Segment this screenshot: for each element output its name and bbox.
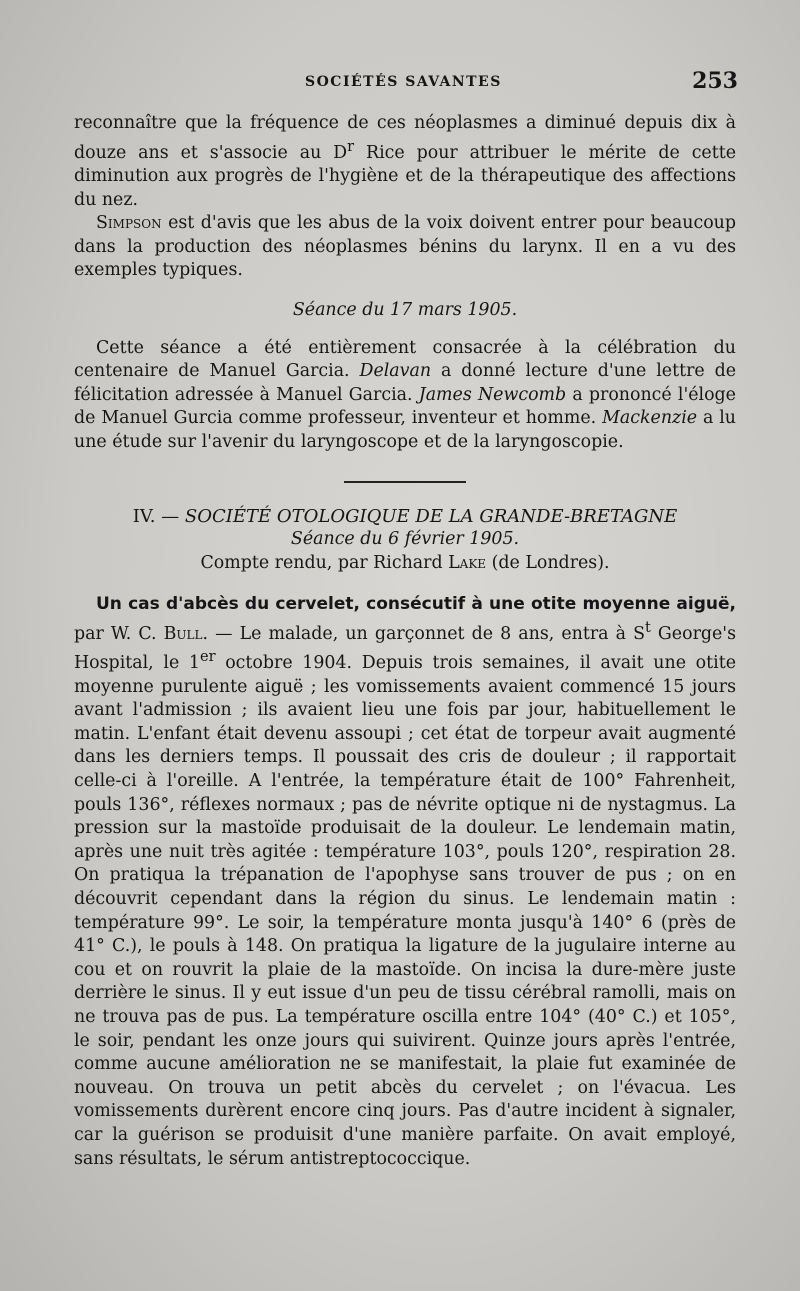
paragraph-garcia: Cette séance a été entièrement consacrée à la célébration du centenaire de Manuel Garcia. Delavan a donné lecture d'une lettre de félicitation adressée à Manuel Garcia. James Newcomb a prononcé l'éloge de Manuel Gurcia comme professeur, inventeur et homme. Mackenzie a lu une étude sur l'avenir du laryngoscope et de la laryngoscopie. xyxy=(74,337,737,452)
running-title: SOCIÉTÉS SAVANTES xyxy=(305,74,502,90)
section-title: IV. — SOCIÉTÉ OTOLOGIQUE DE LA GRANDE-BRETAGNE xyxy=(132,505,678,527)
speaker-name: James Newcomb xyxy=(418,384,567,405)
speaker-name: Mackenzie xyxy=(602,408,698,429)
section-session: Séance du 6 février 1905. xyxy=(290,529,520,550)
session-heading: Séance du 17 mars 1905. xyxy=(292,299,518,320)
section-divider xyxy=(344,481,466,483)
page-header xyxy=(80,68,738,98)
report-credit: Compte rendu, par Richard Lake (de Londres). xyxy=(200,552,610,573)
article-author: Bull xyxy=(163,623,203,644)
article-paragraph: Un cas d'abcès du cervelet, consécutif à une otite moyenne aiguë, par W. C. Bull. — Le malade, un garçonnet de 8 ans, entra à $S^t$ George's Hospital, le 1er octobre 1904. Depuis trois semaines, il avait une otite moyenne purulente aiguë ; les vomissements avaient commencé 15 jours avant l'admission ; ils avaient lieu une fois par jour, habituellement le matin. L'enfant était devenu assoupi ; cet état de torpeur avait augmenté dans les derniers temps. Il poussait des cris de douleur ; il rapportait celle-ci à l'oreille. A l'entrée, la température était de 100° Fahrenheit, pouls 136°, réflexes normaux ; pas de névrite optique ni de nystagmus. La pression sur la mastoïde produisait de la douleur. Le lendemain matin, après une nuit très agitée : température 103°, pouls 120°, respiration 28. On pratiqua la trépanation de l'apophyse sans trouver de pus ; on en découvrit cependant dans la région du sinus. Le lendemain matin : température 99°. Le soir, la température monta jusqu'à 140° 6 (près de 41° C.), le pouls à 148. On pratiqua la ligature de la jugulaire interne au cou et on rouvrit la plaie de la mastoïde. On incisa la dure-mère juste derrière le sinus. Il y eut issue d'un peu de tissu cérébral ramolli, mais on ne trouva pas de pus. La température oscilla entre 104° (40° C.) et 105°, le soir, pendant les onze jours qui suivirent. Quinze jours après l'entrée, comme aucune amélioration ne se manifestait, la plaie fut examinée de nouveau. On trouva un petit abcès du cervelet ; on l'évacua. Les vomissements durèrent encore cinq jours. Pas d'autre incident à signaler, car la guérison se produisit d'une manière parfaite. On avait employé, sans résultats, le sérum antistreptococcique. xyxy=(74,594,737,1169)
paragraph-continuation: reconnaître que la fréquence de ces néoplasmes a diminué depuis dix à douze ans et s'associe au $D^r$ Rice pour attribuer le mérite de cette diminution aux progrès de l'hygiène et de la thérapeutique des affections du nez. xyxy=(74,113,736,210)
speaker-name: Delavan xyxy=(359,361,432,382)
paragraph-simpson: Simpson est d'avis que les abus de la voix doivent entrer pour beaucoup dans la production des néoplasmes bénins du larynx. Il en a vu des exemples typiques. xyxy=(74,213,736,281)
page-number: 253 xyxy=(692,68,738,94)
page-body xyxy=(74,112,736,1171)
speaker-name: Simpson xyxy=(96,213,162,234)
article-title: Un cas d'abcès du cervelet, consécutif à une otite moyenne aiguë, xyxy=(96,594,736,615)
